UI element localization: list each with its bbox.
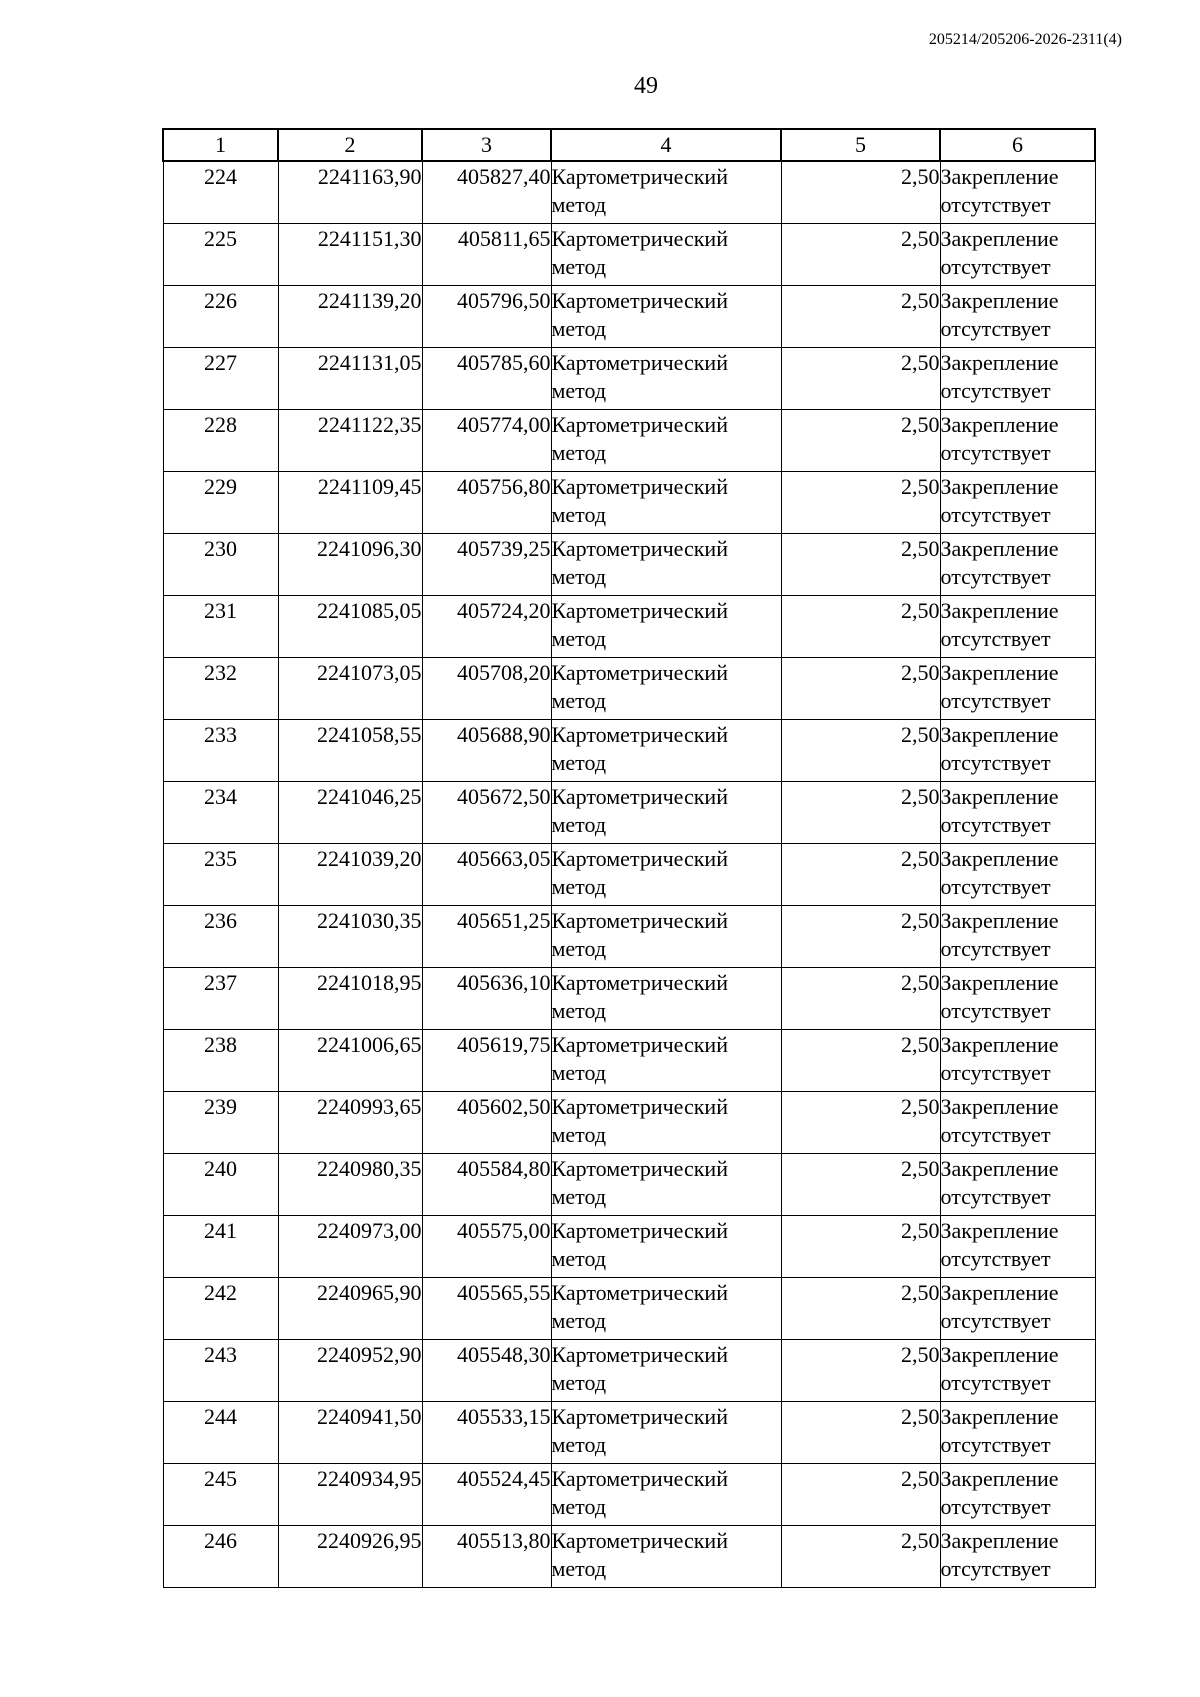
- table-header: [163, 129, 1095, 161]
- table-row: [163, 1401, 1095, 1463]
- x-coordinate-cell: 2241151,30: [278, 223, 422, 285]
- y-coordinate-cell: 405636,10: [422, 967, 551, 1029]
- y-coordinate-cell: 405724,20: [422, 595, 551, 657]
- table-row: [163, 1339, 1095, 1401]
- method-cell: [551, 533, 781, 595]
- y-coordinate-cell: 405584,80: [422, 1153, 551, 1215]
- method-line-2: метод: [551, 1493, 607, 1519]
- error-cell: 2,50: [781, 595, 940, 657]
- point-number-cell: 227: [163, 347, 278, 409]
- method-line-2: метод: [551, 192, 607, 217]
- fixation-cell: [940, 595, 1095, 657]
- fixation-cell: [940, 1339, 1095, 1401]
- point-number-cell: 225: [163, 223, 278, 285]
- point-number-cell: 228: [163, 409, 278, 471]
- fixation-line-1: Закрепление: [940, 721, 1059, 747]
- column-header-5: 5: [781, 129, 940, 161]
- table-row: [163, 1029, 1095, 1091]
- y-coordinate-cell: 405785,60: [422, 347, 551, 409]
- method-line-2: метод: [551, 1121, 607, 1147]
- fixation-cell: [940, 223, 1095, 285]
- table-row: [163, 1215, 1095, 1277]
- method-cell: [551, 1525, 781, 1587]
- point-number-cell: 229: [163, 471, 278, 533]
- fixation-line-1: Закрепление: [940, 659, 1059, 685]
- fixation-cell: [940, 1277, 1095, 1339]
- table-row: [163, 533, 1095, 595]
- error-cell: 2,50: [781, 657, 940, 719]
- error-cell: 2,50: [781, 285, 940, 347]
- table-row: [163, 347, 1095, 409]
- method-cell: [551, 1463, 781, 1525]
- method-line-1: Картометрический: [551, 473, 728, 499]
- fixation-line-1: Закрепление: [940, 1031, 1059, 1057]
- method-cell: [551, 719, 781, 781]
- x-coordinate-cell: 2241163,90: [278, 161, 422, 223]
- y-coordinate-cell: 405533,15: [422, 1401, 551, 1463]
- method-cell: [551, 161, 781, 223]
- point-number-cell: 238: [163, 1029, 278, 1091]
- fixation-line-2: отсутствует: [940, 1121, 1051, 1147]
- fixation-cell: [940, 657, 1095, 719]
- fixation-cell: [940, 1215, 1095, 1277]
- fixation-line-1: Закрепление: [940, 1279, 1059, 1305]
- fixation-line-2: отсутствует: [940, 501, 1051, 527]
- fixation-line-2: отсутствует: [940, 935, 1051, 961]
- method-line-2: метод: [551, 935, 607, 961]
- fixation-line-1: Закрепление: [940, 1341, 1059, 1367]
- error-cell: 2,50: [781, 1029, 940, 1091]
- error-cell: 2,50: [781, 1401, 940, 1463]
- x-coordinate-cell: 2241046,25: [278, 781, 422, 843]
- method-line-1: Картометрический: [551, 1465, 728, 1491]
- method-line-2: метод: [551, 253, 607, 279]
- method-line-1: Картометрический: [551, 659, 728, 685]
- method-line-1: Картометрический: [551, 535, 728, 561]
- fixation-line-1: Закрепление: [940, 164, 1059, 189]
- y-coordinate-cell: 405672,50: [422, 781, 551, 843]
- coordinates-table: [162, 128, 1096, 1588]
- y-coordinate-cell: 405565,55: [422, 1277, 551, 1339]
- x-coordinate-cell: 2240980,35: [278, 1153, 422, 1215]
- fixation-line-1: Закрепление: [940, 907, 1059, 933]
- x-coordinate-cell: 2241073,05: [278, 657, 422, 719]
- x-coordinate-cell: 2241096,30: [278, 533, 422, 595]
- x-coordinate-cell: 2241030,35: [278, 905, 422, 967]
- fixation-line-1: Закрепление: [940, 473, 1059, 499]
- error-cell: 2,50: [781, 843, 940, 905]
- x-coordinate-cell: 2240965,90: [278, 1277, 422, 1339]
- y-coordinate-cell: 405602,50: [422, 1091, 551, 1153]
- point-number-cell: 237: [163, 967, 278, 1029]
- error-cell: 2,50: [781, 719, 940, 781]
- fixation-line-1: Закрепление: [940, 535, 1059, 561]
- error-cell: 2,50: [781, 223, 940, 285]
- method-line-1: Картометрический: [551, 721, 728, 747]
- method-line-2: метод: [551, 501, 607, 527]
- method-line-1: Картометрический: [551, 1527, 728, 1553]
- method-line-1: Картометрический: [551, 783, 728, 809]
- method-cell: [551, 657, 781, 719]
- method-line-1: Картометрический: [551, 225, 728, 251]
- document-id: 205214/205206-2026-2311(4): [928, 31, 1122, 48]
- method-line-1: Картометрический: [551, 1217, 728, 1243]
- method-line-2: метод: [551, 1183, 607, 1209]
- y-coordinate-cell: 405688,90: [422, 719, 551, 781]
- fixation-cell: [940, 843, 1095, 905]
- table-row: [163, 781, 1095, 843]
- error-cell: 2,50: [781, 1277, 940, 1339]
- error-cell: 2,50: [781, 1339, 940, 1401]
- fixation-cell: [940, 409, 1095, 471]
- point-number-cell: 239: [163, 1091, 278, 1153]
- method-cell: [551, 1153, 781, 1215]
- fixation-cell: [940, 1091, 1095, 1153]
- fixation-cell: [940, 1463, 1095, 1525]
- point-number-cell: 226: [163, 285, 278, 347]
- column-header-2: 2: [278, 129, 422, 161]
- error-cell: 2,50: [781, 471, 940, 533]
- fixation-cell: [940, 719, 1095, 781]
- x-coordinate-cell: 2240926,95: [278, 1525, 422, 1587]
- method-line-1: Картометрический: [551, 287, 728, 313]
- table-row: [163, 161, 1095, 223]
- x-coordinate-cell: 2240934,95: [278, 1463, 422, 1525]
- fixation-cell: [940, 967, 1095, 1029]
- fixation-line-2: отсутствует: [940, 811, 1051, 837]
- x-coordinate-cell: 2241058,55: [278, 719, 422, 781]
- method-cell: [551, 781, 781, 843]
- y-coordinate-cell: 405513,80: [422, 1525, 551, 1587]
- table-row: [163, 409, 1095, 471]
- fixation-line-1: Закрепление: [940, 1155, 1059, 1181]
- point-number-cell: 245: [163, 1463, 278, 1525]
- x-coordinate-cell: 2241006,65: [278, 1029, 422, 1091]
- x-coordinate-cell: 2240952,90: [278, 1339, 422, 1401]
- error-cell: 2,50: [781, 1215, 940, 1277]
- fixation-line-2: отсутствует: [940, 749, 1051, 775]
- fixation-line-2: отсутствует: [940, 1307, 1051, 1333]
- error-cell: 2,50: [781, 533, 940, 595]
- error-cell: 2,50: [781, 161, 940, 223]
- x-coordinate-cell: 2240973,00: [278, 1215, 422, 1277]
- method-line-1: Картометрический: [551, 969, 728, 995]
- fixation-line-1: Закрепление: [940, 1403, 1059, 1429]
- error-cell: 2,50: [781, 347, 940, 409]
- method-line-2: метод: [551, 1245, 607, 1271]
- table-body: [163, 161, 1095, 1587]
- point-number-cell: 231: [163, 595, 278, 657]
- method-cell: [551, 967, 781, 1029]
- fixation-line-1: Закрепление: [940, 845, 1059, 871]
- y-coordinate-cell: 405811,65: [422, 223, 551, 285]
- fixation-line-1: Закрепление: [940, 1527, 1059, 1553]
- fixation-line-1: Закрепление: [940, 225, 1059, 251]
- table-row: [163, 1463, 1095, 1525]
- error-cell: 2,50: [781, 781, 940, 843]
- table-row: [163, 595, 1095, 657]
- method-line-2: метод: [551, 1431, 607, 1457]
- method-line-2: метод: [551, 873, 607, 899]
- error-cell: 2,50: [781, 1153, 940, 1215]
- column-header-3: 3: [422, 129, 551, 161]
- x-coordinate-cell: 2241018,95: [278, 967, 422, 1029]
- point-number-cell: 230: [163, 533, 278, 595]
- y-coordinate-cell: 405663,05: [422, 843, 551, 905]
- method-cell: [551, 1029, 781, 1091]
- method-cell: [551, 1215, 781, 1277]
- error-cell: 2,50: [781, 905, 940, 967]
- error-cell: 2,50: [781, 967, 940, 1029]
- point-number-cell: 242: [163, 1277, 278, 1339]
- y-coordinate-cell: 405756,80: [422, 471, 551, 533]
- fixation-cell: [940, 1525, 1095, 1587]
- fixation-line-2: отсутствует: [940, 192, 1051, 217]
- method-line-2: метод: [551, 439, 607, 465]
- point-number-cell: 235: [163, 843, 278, 905]
- fixation-cell: [940, 1153, 1095, 1215]
- method-line-1: Картометрический: [551, 845, 728, 871]
- point-number-cell: 244: [163, 1401, 278, 1463]
- fixation-line-2: отсутствует: [940, 1493, 1051, 1519]
- fixation-line-2: отсутствует: [940, 1183, 1051, 1209]
- y-coordinate-cell: 405739,25: [422, 533, 551, 595]
- point-number-cell: 236: [163, 905, 278, 967]
- table-row: [163, 223, 1095, 285]
- method-line-2: метод: [551, 1307, 607, 1333]
- fixation-line-1: Закрепление: [940, 287, 1059, 313]
- method-line-2: метод: [551, 377, 607, 403]
- method-line-1: Картометрический: [551, 1031, 728, 1057]
- fixation-line-1: Закрепление: [940, 1217, 1059, 1243]
- x-coordinate-cell: 2241085,05: [278, 595, 422, 657]
- method-cell: [551, 1339, 781, 1401]
- table-row: [163, 905, 1095, 967]
- y-coordinate-cell: 405575,00: [422, 1215, 551, 1277]
- x-coordinate-cell: 2241109,45: [278, 471, 422, 533]
- fixation-line-1: Закрепление: [940, 411, 1059, 437]
- point-number-cell: 233: [163, 719, 278, 781]
- method-line-2: метод: [551, 997, 607, 1023]
- method-cell: [551, 409, 781, 471]
- fixation-cell: [940, 1401, 1095, 1463]
- fixation-cell: [940, 905, 1095, 967]
- fixation-cell: [940, 533, 1095, 595]
- fixation-cell: [940, 1029, 1095, 1091]
- error-cell: 2,50: [781, 409, 940, 471]
- y-coordinate-cell: 405548,30: [422, 1339, 551, 1401]
- fixation-line-2: отсутствует: [940, 439, 1051, 465]
- y-coordinate-cell: 405524,45: [422, 1463, 551, 1525]
- fixation-line-1: Закрепление: [940, 969, 1059, 995]
- method-line-2: метод: [551, 315, 607, 341]
- method-line-2: метод: [551, 563, 607, 589]
- method-line-2: метод: [551, 811, 607, 837]
- fixation-cell: [940, 347, 1095, 409]
- header-row: [163, 129, 1095, 161]
- method-cell: [551, 1091, 781, 1153]
- table-row: [163, 843, 1095, 905]
- table-row: [163, 285, 1095, 347]
- x-coordinate-cell: 2241122,35: [278, 409, 422, 471]
- point-number-cell: 243: [163, 1339, 278, 1401]
- table-row: [163, 657, 1095, 719]
- method-line-1: Картометрический: [551, 164, 728, 189]
- point-number-cell: 232: [163, 657, 278, 719]
- fixation-line-1: Закрепление: [940, 1093, 1059, 1119]
- fixation-line-1: Закрепление: [940, 349, 1059, 375]
- fixation-line-2: отсутствует: [940, 253, 1051, 279]
- method-cell: [551, 347, 781, 409]
- fixation-cell: [940, 471, 1095, 533]
- method-cell: [551, 1401, 781, 1463]
- column-header-4: 4: [551, 129, 781, 161]
- fixation-line-2: отсутствует: [940, 625, 1051, 651]
- table-row: [163, 967, 1095, 1029]
- fixation-line-2: отсутствует: [940, 377, 1051, 403]
- fixation-line-2: отсутствует: [940, 1555, 1051, 1581]
- method-cell: [551, 843, 781, 905]
- point-number-cell: 224: [163, 161, 278, 223]
- method-line-1: Картометрический: [551, 1341, 728, 1367]
- column-header-6: 6: [940, 129, 1095, 161]
- x-coordinate-cell: 2241039,20: [278, 843, 422, 905]
- point-number-cell: 240: [163, 1153, 278, 1215]
- fixation-line-2: отсутствует: [940, 687, 1051, 713]
- fixation-line-2: отсутствует: [940, 1431, 1051, 1457]
- method-line-1: Картометрический: [551, 1403, 728, 1429]
- method-line-2: метод: [551, 1369, 607, 1395]
- fixation-line-2: отсутствует: [940, 563, 1051, 589]
- table-row: [163, 471, 1095, 533]
- table-row: [163, 1525, 1095, 1587]
- y-coordinate-cell: 405774,00: [422, 409, 551, 471]
- fixation-cell: [940, 161, 1095, 223]
- y-coordinate-cell: 405708,20: [422, 657, 551, 719]
- method-line-1: Картометрический: [551, 597, 728, 623]
- method-line-1: Картометрический: [551, 907, 728, 933]
- fixation-line-2: отсутствует: [940, 997, 1051, 1023]
- fixation-line-2: отсутствует: [940, 1245, 1051, 1271]
- column-header-1: 1: [163, 129, 278, 161]
- method-cell: [551, 1277, 781, 1339]
- method-line-1: Картометрический: [551, 349, 728, 375]
- x-coordinate-cell: 2241139,20: [278, 285, 422, 347]
- fixation-line-2: отсутствует: [940, 1059, 1051, 1085]
- method-line-2: метод: [551, 687, 607, 713]
- page-number: 49: [634, 73, 658, 99]
- fixation-line-2: отсутствует: [940, 1369, 1051, 1395]
- fixation-cell: [940, 781, 1095, 843]
- method-cell: [551, 905, 781, 967]
- y-coordinate-cell: 405651,25: [422, 905, 551, 967]
- error-cell: 2,50: [781, 1525, 940, 1587]
- method-line-1: Картометрический: [551, 1093, 728, 1119]
- fixation-line-1: Закрепление: [940, 783, 1059, 809]
- x-coordinate-cell: 2240941,50: [278, 1401, 422, 1463]
- fixation-line-2: отсутствует: [940, 873, 1051, 899]
- y-coordinate-cell: 405796,50: [422, 285, 551, 347]
- method-line-2: метод: [551, 1555, 607, 1581]
- method-line-2: метод: [551, 625, 607, 651]
- method-line-2: метод: [551, 1059, 607, 1085]
- method-cell: [551, 471, 781, 533]
- method-cell: [551, 595, 781, 657]
- error-cell: 2,50: [781, 1091, 940, 1153]
- fixation-cell: [940, 285, 1095, 347]
- y-coordinate-cell: 405619,75: [422, 1029, 551, 1091]
- fixation-line-2: отсутствует: [940, 315, 1051, 341]
- method-line-1: Картометрический: [551, 1279, 728, 1305]
- y-coordinate-cell: 405827,40: [422, 161, 551, 223]
- fixation-line-1: Закрепление: [940, 1465, 1059, 1491]
- table-row: [163, 719, 1095, 781]
- fixation-line-1: Закрепление: [940, 597, 1059, 623]
- x-coordinate-cell: 2241131,05: [278, 347, 422, 409]
- table-row: [163, 1091, 1095, 1153]
- method-line-1: Картометрический: [551, 411, 728, 437]
- point-number-cell: 246: [163, 1525, 278, 1587]
- method-line-2: метод: [551, 749, 607, 775]
- method-cell: [551, 285, 781, 347]
- point-number-cell: 234: [163, 781, 278, 843]
- table-row: [163, 1153, 1095, 1215]
- table-row: [163, 1277, 1095, 1339]
- method-cell: [551, 223, 781, 285]
- x-coordinate-cell: 2240993,65: [278, 1091, 422, 1153]
- method-line-1: Картометрический: [551, 1155, 728, 1181]
- point-number-cell: 241: [163, 1215, 278, 1277]
- error-cell: 2,50: [781, 1463, 940, 1525]
